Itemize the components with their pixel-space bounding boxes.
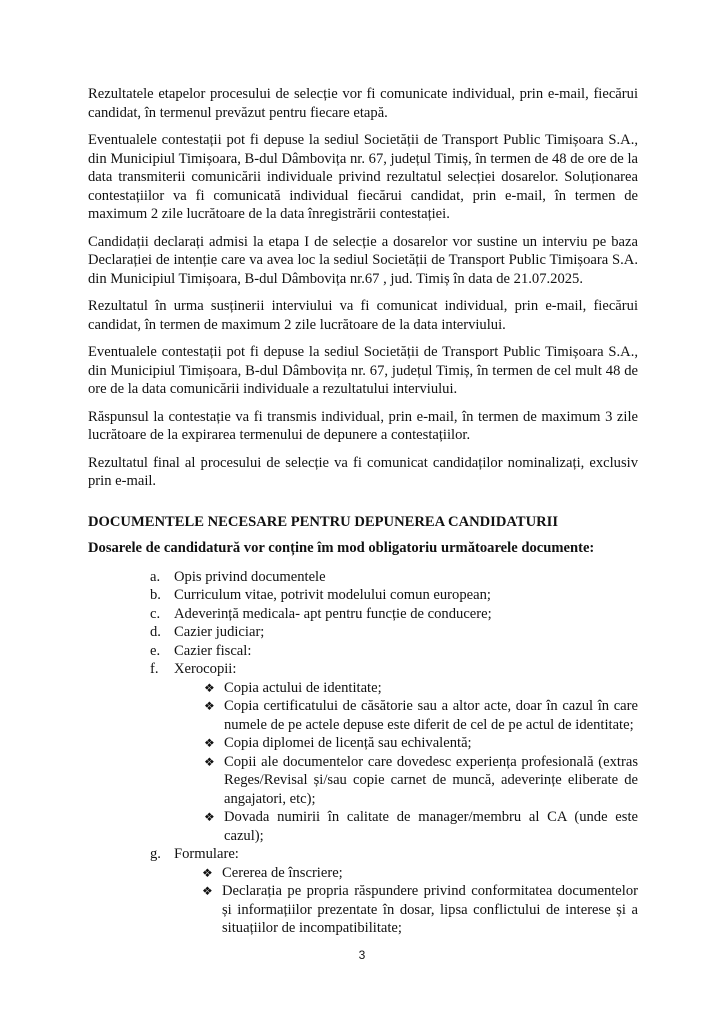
sublist-item-text: Cererea de înscriere; [222,864,343,881]
sublist-item [200,808,638,845]
diamond-bullet-icon: ❖ [204,680,215,695]
sublist-item [200,679,638,698]
formulare-sublist [198,864,638,938]
sublist-item [198,882,638,938]
list-item-text: Formulare: [174,846,239,862]
sublist-item-text: Dovada numirii în calitate de manager/membru al CA (unde este cazul); [224,809,638,844]
list-marker: e. [150,642,161,659]
sublist-item-text: Copia actului de identitate; [224,679,382,696]
diamond-bullet-icon: ❖ [204,699,215,713]
diamond-bullet-icon: ❖ [202,865,213,880]
documents-list [88,568,638,938]
page-number: 3 [358,948,366,962]
diamond-bullet-icon: ❖ [204,736,215,750]
sublist-item [200,697,638,734]
paragraph-selection-results: Rezultatele etapelor procesului de selecție vor fi comunicate individual, prin e-mail, fiecărui candidat, în termenul prevăzut pentru fiecare etapă. [88,86,638,121]
sublist-item-text: Copii ale documentelor care dovedesc experiența profesională (extras Reges/Revisal și/sau copie carnet de muncă, adeverințe eliberate de angajatori, etc); [224,753,638,807]
list-item-text: Curriculum vitae, potrivit modelului comun european; [174,587,491,603]
xerocopii-sublist [200,679,638,846]
list-item [88,623,638,642]
list-marker: g. [150,846,161,862]
list-item-text: Cazier fiscal: [174,642,252,659]
paragraph-interview-results: Rezultatul în urma susținerii interviului va fi comunicat individual, prin e-mail, fiecărui candidat, în termen de maximum 2 zile lucrătoare de la data interviului. [88,298,638,333]
section-heading: DOCUMENTELE NECESARE PENTRU DEPUNEREA CANDIDATURII [88,513,559,530]
sublist-item-text: Copia diplomei de licență sau echivalentă; [224,735,472,751]
sublist-item [198,864,638,883]
sublist-item-text: Copia certificatului de căsătorie sau a altor acte, doar în cazul în care numele de pe actele depuse este diferit de cel de pe actul de identitate; [224,698,638,733]
list-item-text: Adeverință medicala- apt pentru funcție de conducere; [174,605,492,622]
list-item [88,586,638,605]
list-item-text: Xerocopii: [174,661,237,677]
list-item-xerocopii [88,660,638,845]
diamond-bullet-icon: ❖ [202,884,213,898]
paragraph-interview-contestations: Eventualele contestații pot fi depuse la sediul Societății de Transport Public Timișoara S.A., din Municipiul Timișoara, B-dul Dâmbovița nr. 67, județul Timiș, în termen de cel mult 48 de ore de la data comunicării individuale a rezultatului interviului. [88,344,638,397]
sublist-item-text: Declarația pe propria răspundere privind conformitatea documentelor și informațiilor prezentate în dosar, lipsa conflictului de interese și a situațiilor de incompatibilitate; [222,883,638,936]
list-marker: a. [150,568,161,585]
list-item-text: Cazier judiciar; [174,624,265,640]
diamond-bullet-icon: ❖ [204,754,215,769]
list-item [88,568,638,587]
list-marker: b. [150,587,161,603]
list-item-formulare [88,845,638,938]
list-marker: f. [150,661,159,677]
paragraph-interview: Candidații declarați admisi la etapa I de selecție a dosarelor vor sustine un interviu pe baza Declarației de intenție care va avea loc la sediul Societății de Transport Public Timișoara S.A. din Municipiul Timișoara, B-dul Dâmbovița nr.67 , jud. Timiș în data de 21.07.2025. [88,233,638,287]
list-item [88,642,638,661]
paragraph-final-result: Rezultatul final al procesului de selecție va fi comunicat candidaților nominalizați, exclusiv prin e-mail. [88,454,638,489]
document-page [88,85,638,938]
list-item-text: Opis privind documentele [174,568,326,585]
diamond-bullet-icon: ❖ [204,810,215,824]
paragraph-file-contestations: Eventualele contestații pot fi depuse la sediul Societății de Transport Public Timișoara S.A., din Municipiul Timișoara, B-dul Dâmbovița nr. 67, județul Timiș, în termen de 48 de ore de la data transmiterii comunicării individuale privind rezultatul selecției dosarelor. Soluționarea contestațiilor va fi comunicată individual fiecărui candidat, prin e-mail, în termen de maximum 2 zile lucrătoare de la data înregistrării contestației. [88,132,638,222]
sublist-item [200,734,638,753]
sublist-item [200,753,638,809]
list-marker: d. [150,624,161,640]
section-subheading: Dosarele de candidatură vor conține îm mod obligatoriu următoarele documente: [88,540,595,556]
paragraph-contestation-answer: Răspunsul la contestație va fi transmis individual, prin e-mail, în termen de maximum 3 zile lucrătoare de la expirarea termenului de depunere a contestațiilor. [88,408,638,443]
list-marker: c. [150,605,161,622]
list-item [88,605,638,624]
